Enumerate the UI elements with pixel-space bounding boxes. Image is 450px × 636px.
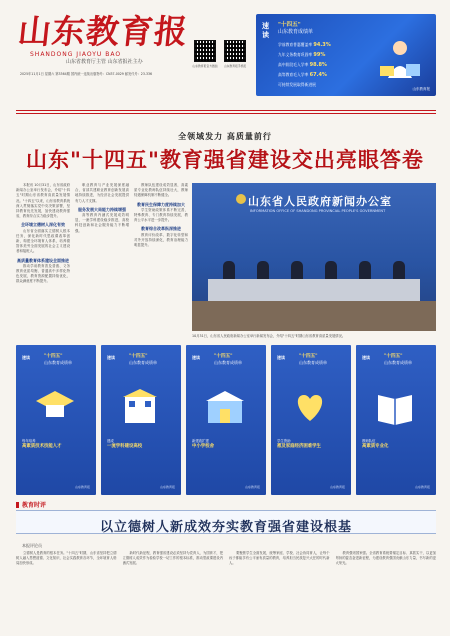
issue-meta: 2025年11月1日 星期六 第3364期 国内统一连续出版物号：CN37-0029 邮发代号：23-336: [20, 72, 153, 76]
book-icon: [374, 387, 416, 427]
poster-badge: "十四五": [214, 354, 233, 359]
photo-banner-english: INFORMATION OFFICE OF SHANDONG PROVINCIAL PEOPLE'S GOVERNMENT: [250, 209, 386, 213]
poster-text: 学生资助 惠及家庭经济困难学生: [277, 439, 321, 449]
poster-card[interactable]: [271, 345, 351, 495]
poster-badge-sub: 山东教育成绩单: [214, 360, 242, 365]
paragraph: 教育强则国家强。全省教育系统要锚定目标、真抓实干，以更加昂扬的姿态奋进新征程，为建设教育强国贡献山东力量，书写新的更大荣光。: [335, 551, 436, 566]
promo-stat: 学前教育普惠覆盖率 94.3%: [278, 42, 331, 48]
editorial-columns: [16, 551, 436, 633]
promo-stat: 高中阶段毛入学率 98.8%: [278, 62, 327, 68]
promo-stat: 九年义务教育巩固率 99%: [278, 52, 326, 58]
editorial-column: [229, 551, 330, 633]
government-emblem-icon: [236, 194, 246, 204]
student-illustration-icon: [374, 36, 426, 80]
paragraph: 学生资助政策体系不断完善，特殊教育、专门教育持续发展，教育公平水平进一步提升。: [134, 207, 188, 223]
promo-tag: 速读: [262, 22, 269, 39]
editorial-title[interactable]: 以立德树人新成效夯实教育强省建设根基: [99, 520, 352, 535]
editorial-column: [16, 551, 117, 633]
poster-badge-sub: 山东教育成绩单: [129, 360, 157, 365]
poster-text: 教师队伍 高素质专业化: [362, 439, 389, 449]
section-heading: 全环境立德树人深化有效: [21, 222, 65, 228]
poster-card[interactable]: [186, 345, 266, 495]
floor: [192, 301, 436, 331]
poster-card[interactable]: [356, 345, 436, 495]
lead-headline[interactable]: 山东"十四五"教育强省建设交出亮眼答卷: [26, 147, 424, 172]
speaker: [291, 261, 303, 281]
logo-pinyin: SHANDONG JIAOYU BAO: [30, 51, 122, 58]
promo-brand: 山东教育报: [412, 87, 430, 91]
wechat-qr-icon[interactable]: [194, 40, 216, 62]
masthead-divider: [16, 110, 436, 111]
editorial-title-box: [16, 510, 436, 534]
heart-hand-icon: [289, 387, 331, 427]
promo-stat: 可持续发展取得新进展: [278, 82, 316, 87]
poster-badge: "十四五": [44, 354, 63, 359]
poster-text: 每年培养 高素质技术技能人才: [22, 439, 62, 449]
mobile-qr-icon[interactable]: [224, 40, 246, 62]
poster-tag: 速读: [362, 355, 370, 360]
speaker: [223, 261, 235, 281]
poster-tag: 速读: [22, 355, 30, 360]
editorial-author: 本报评论员: [22, 543, 42, 548]
promo-stat: 高等教育毛入学率 67.4%: [278, 72, 327, 78]
paragraph: 教师队伍建设成效显著，高素质专业化教师队伍持续壮大，教师待遇保障机制不断健全。: [134, 183, 188, 198]
section-heading: 高质量教育体系建设全面推进: [17, 257, 69, 263]
poster-badge: "十四五": [384, 354, 403, 359]
photo-caption: 10月31日，山东省人民政府新闻办公室举行新闻发布会，介绍"十四五"时期山东省教育高质量发展情况。: [192, 334, 346, 338]
press-conference-photo[interactable]: [192, 183, 436, 331]
poster-brand: 山东教育报: [74, 485, 90, 489]
promo-stat-list: [278, 40, 368, 89]
poster-card[interactable]: [16, 345, 96, 495]
poster-badge: "十四五": [129, 354, 148, 359]
poster-badge-sub: 山东教育成绩单: [299, 360, 327, 365]
paragraph: 山东省全面落实立德树人根本任务，深化新时代思政课改革创新，构建全环境育人体系，培养德智体美劳全面发展的社会主义建设者和接班人。: [16, 228, 70, 254]
poster-badge: "十四五": [299, 354, 318, 359]
promo-subtitle: 山东教育成绩单: [278, 29, 314, 35]
school-icon: [204, 387, 246, 427]
paragraph: 职业教育与产业发展深度融合，省部共建职业教育创新发展高地持续推进，为经济社会发展提供有力人才支撑。: [75, 183, 129, 203]
section-heading: 教育民生保障力度持续加大: [137, 201, 185, 207]
paragraph: 本报讯 10月31日，山东省政府新闻办公室举行发布会，介绍"十四五"时期山东省教育高质量发展情况。"十四五"以来，山东省教育系统深入贯彻落实党中央决策部署，坚持教育优先发展，加快建设教育强省，教育综合实力稳步提升。: [16, 183, 70, 219]
poster-badge-sub: 山东教育成绩单: [384, 360, 412, 365]
poster-tag: 速读: [107, 355, 115, 360]
promo-title: "十四五": [278, 22, 301, 28]
article-column-2: [75, 183, 129, 341]
poster-tag: 速读: [277, 355, 285, 360]
article-column-3: [134, 183, 188, 341]
poster-card[interactable]: [101, 345, 181, 495]
wechat-qr-label: 山东教育报官方微信: [192, 64, 218, 68]
podium: [208, 279, 420, 301]
editorial-column: [336, 551, 437, 633]
paragraph: 新时代新征程，教育强省建设必须坚持为党育人、为国育才，把立德树人成效作为检验学校一切工作的根本标准，推动思政课建设内涵式发展。: [122, 551, 223, 566]
speaker: [359, 261, 371, 281]
masthead-divider-thin: [16, 113, 436, 114]
poster-tag: 速读: [192, 355, 200, 360]
paragraph: 要聚焦学生全面发展，统筹家庭、学校、社会协同育人，让每个孩子都能享有公平而有质量的教育，培养担当民族复兴大任的时代新人。: [229, 551, 330, 566]
lead-kicker: 全领域发力 高质量前行: [178, 132, 272, 141]
poster-text: 建成 一流学科建设高校: [107, 439, 143, 449]
paragraph: 教育评价改革、数字化转型和对外开放持续深化，教育治理能力明显提升。: [134, 232, 188, 248]
poster-strip: [16, 345, 436, 495]
editorial-column: [123, 551, 224, 633]
speaker: [257, 261, 269, 281]
poster-badge-sub: 山东教育成绩单: [44, 360, 72, 365]
poster-brand: 山东教育报: [244, 485, 260, 489]
article-column-1: [16, 183, 70, 341]
editorial-tag: 教育时评: [16, 500, 46, 509]
graduation-cap-icon: [34, 387, 76, 427]
speaker: [393, 261, 405, 281]
poster-brand: 山东教育报: [159, 485, 175, 489]
building-icon: [119, 387, 161, 427]
mobile-qr-label: 山东教育报手机报: [223, 64, 247, 68]
paragraph: 高等教育内涵式发展成效明显，一流学科建设稳步推进，高校科技创新和社会服务能力不断增强。: [75, 213, 129, 233]
paragraph: 立德树人是教育的根本任务。"十四五"时期，山东省坚持把立德树人融入思想道德、文化知识、社会实践教育各环节，全环境育人格局加快形成。: [16, 551, 117, 566]
section-heading: 教育综合改革纵深推进: [141, 226, 181, 232]
speaker: [325, 261, 337, 281]
paragraph: 推动学前教育普及普惠、义务教育优质均衡、普通高中多样化特色发展，教育资源配置持续优化，群众满意度不断提升。: [16, 263, 70, 284]
photo-banner-text: 山东省人民政府新闻办公室: [248, 195, 392, 208]
logo-subtitle: 山东省教育厅主管 山东省报社主办: [66, 59, 143, 65]
poster-text: 新建改扩建 中小学校舍: [192, 439, 214, 449]
poster-brand: 山东教育报: [329, 485, 345, 489]
speakers-row: [212, 261, 416, 281]
newspaper-logo: 山东教育报: [16, 12, 191, 51]
poster-brand: 山东教育报: [414, 485, 430, 489]
section-heading: 服务发展大局能力持续增强: [78, 206, 126, 212]
promo-banner[interactable]: [256, 14, 436, 96]
